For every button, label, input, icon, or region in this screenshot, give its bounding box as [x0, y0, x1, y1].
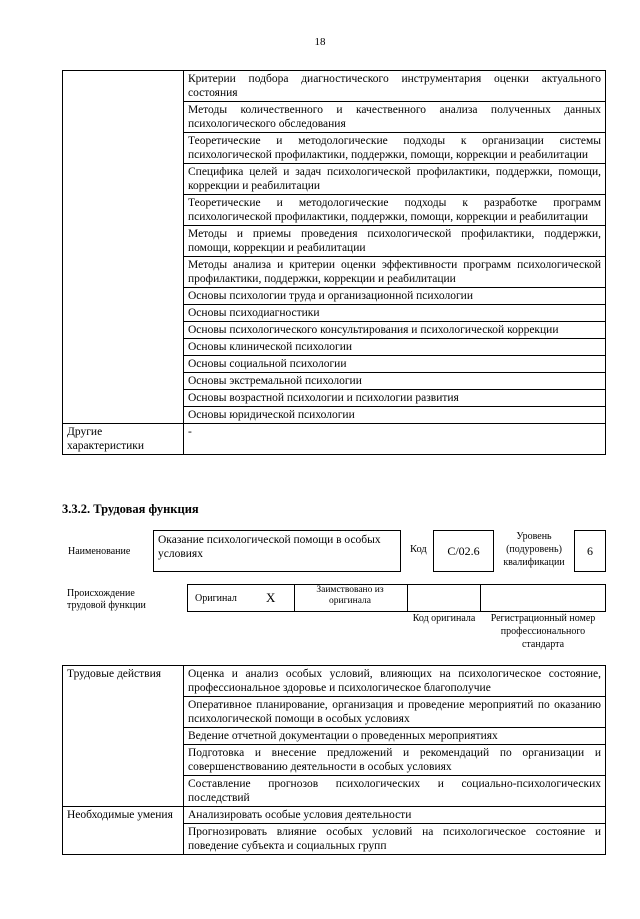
code-original-label: Код оригинала	[412, 613, 476, 624]
knowledge-item: Основы психологии труда и организационной психологии	[184, 288, 606, 305]
name-label: Наименование	[68, 546, 131, 557]
other-characteristics-label: Другие характеристики	[63, 424, 184, 455]
other-characteristics-value: -	[184, 424, 606, 455]
skill-row-text: Анализировать особые условия деятельности	[184, 807, 606, 824]
labor-actions-label: Трудовые действия	[63, 666, 184, 807]
page-number: 18	[314, 36, 326, 48]
knowledge-item: Методы анализа и критерии оценки эффективности программ психологической профилактики, поддержки, коррекции и реабилитации	[184, 257, 606, 288]
other-characteristics-row	[63, 424, 606, 455]
labor-action-row-text: Подготовка и внесение предложений и рекомендаций по организации и совершенствованию деятельности в особых условиях	[184, 745, 606, 776]
skills-label: Необходимые умения	[63, 807, 184, 855]
code-value: C/02.6	[447, 544, 480, 558]
knowledge-item: Основы социальной психологии	[184, 356, 606, 373]
labor-action-row	[63, 666, 606, 697]
borrowed-label: Заимствовано из оригинала	[316, 585, 384, 606]
skill-row-text: Прогнозировать влияние особых условий на психологическое состояние и поведение субъекта и социальных групп	[184, 824, 606, 855]
code-label: Код	[410, 544, 427, 555]
knowledge-item: Основы психологического консультирования и психологической коррекции	[184, 322, 606, 339]
level-label: Уровень (подуровень) квалификации	[503, 531, 565, 568]
origin-label: Происхождение трудовой функции	[67, 588, 146, 611]
knowledge-item: Основы клинической психологии	[184, 339, 606, 356]
knowledge-item: Специфика целей и задач психологической профилактики, поддержки, помощи, коррекции и реабилитации	[184, 164, 606, 195]
function-name-box	[153, 530, 401, 572]
section-heading: 3.3.2. Трудовая функция	[62, 502, 199, 516]
labor-action-row-text: Ведение отчетной документации о проведенных мероприятиях	[184, 728, 606, 745]
labor-action-row-text: Оперативное планирование, организация и проведение мероприятий по оказанию психологической помощи в особых условиях	[184, 697, 606, 728]
code-original-cell	[407, 584, 481, 612]
knowledge-item: Методы и приемы проведения психологической профилактики, поддержки, помощи, коррекции и реабилитации	[184, 226, 606, 257]
knowledge-item: Основы возрастной психологии и психологии развития	[184, 390, 606, 407]
knowledge-item: Основы психодиагностики	[184, 305, 606, 322]
knowledge-item: Основы юридической психологии	[184, 407, 606, 424]
reg-number-label: Регистрационный номер профессионального стандарта	[490, 613, 596, 650]
original-label: Оригинал	[195, 593, 237, 604]
knowledge-item: Критерии подбора диагностического инструментария оценки актуального состояния	[184, 71, 606, 102]
knowledge-label-cell	[63, 71, 184, 424]
labor-action-row-text: Оценка и анализ особых условий, влияющих на психологическое состояние, профессиональное здоровье и психологическое благополучие	[184, 666, 606, 697]
labor-action-row-text: Составление прогнозов психологических и социально-психологических последствий	[184, 776, 606, 807]
knowledge-row	[63, 71, 606, 102]
skill-row	[63, 807, 606, 824]
function-name: Оказание психологической помощи в особых условиях	[158, 534, 381, 560]
knowledge-item: Основы экстремальной психологии	[184, 373, 606, 390]
level-box	[574, 530, 606, 572]
original-mark: X	[266, 590, 276, 605]
knowledge-item: Методы количественного и качественного анализа полученных данных психологического обследования	[184, 102, 606, 133]
level-value: 6	[587, 544, 593, 558]
reg-number-cell	[480, 584, 606, 612]
labor-actions-table	[62, 665, 606, 855]
knowledge-item: Теоретические и методологические подходы к организации системы психологической профилактики, поддержки, помощи, коррекции и реабилитации	[184, 133, 606, 164]
knowledge-table	[62, 70, 606, 455]
knowledge-item: Теоретические и методологические подходы к разработке программ психологической профилактики, поддержки, помощи, коррекции и реабилитации	[184, 195, 606, 226]
code-box	[433, 530, 494, 572]
